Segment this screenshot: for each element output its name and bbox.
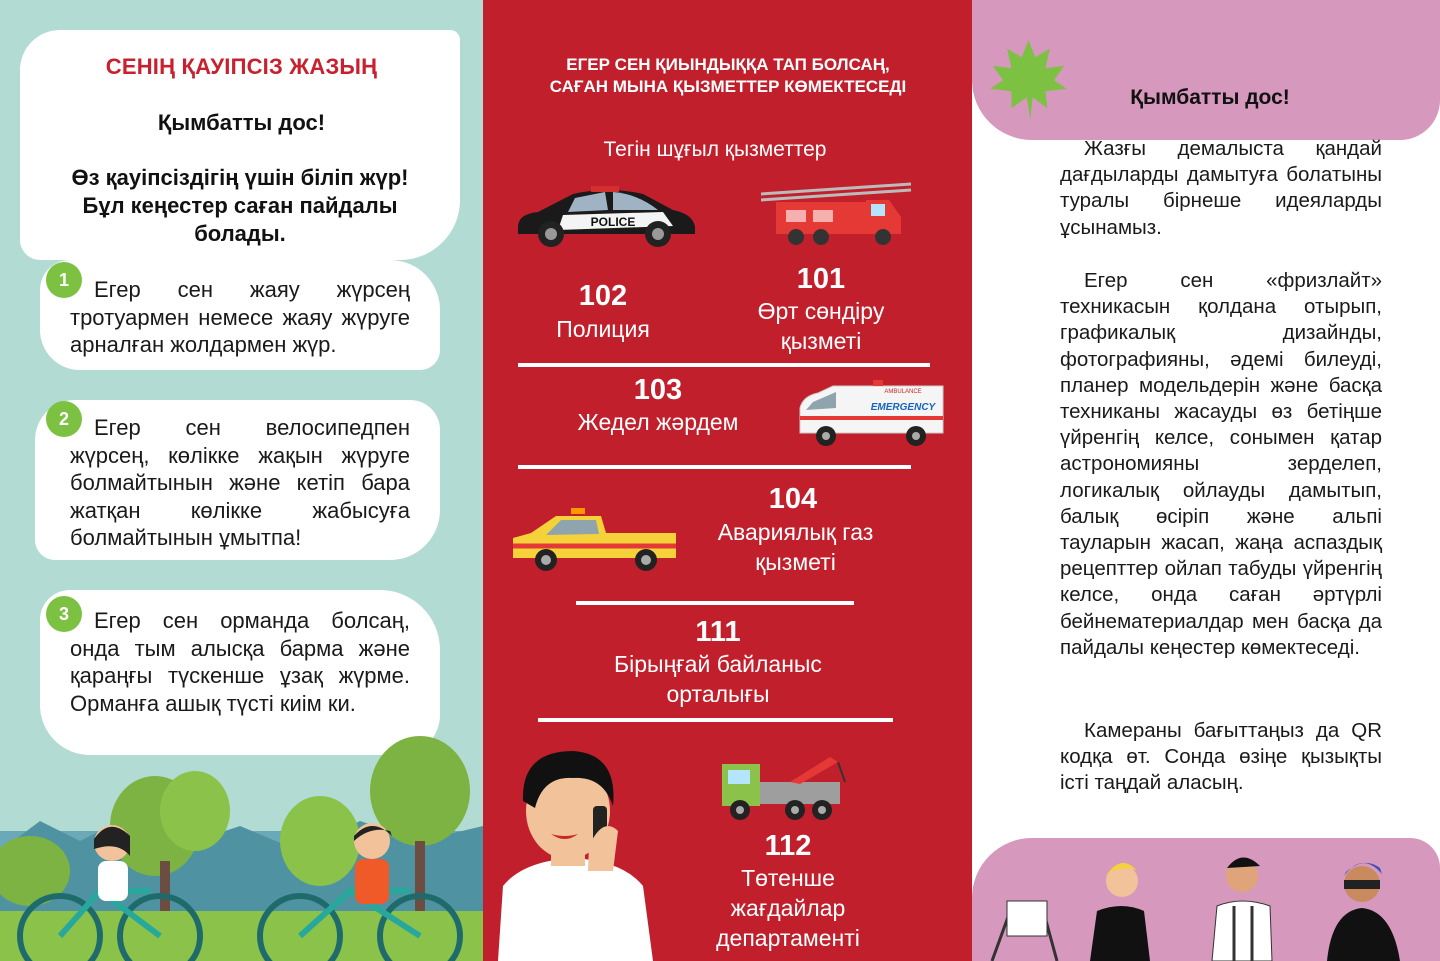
divider bbox=[518, 363, 930, 367]
service-name: Өрт сөндіру қызметі bbox=[757, 298, 885, 354]
police-label: POLICE bbox=[590, 215, 636, 229]
service-number: 111 bbox=[695, 616, 741, 648]
right-paragraph: Камераны бағыттаңыз да QR кодқа өт. Сонда өзіңе қызықты істі таңдай аласың. bbox=[1060, 719, 1382, 795]
service-name: Авариялық газ қызметі bbox=[717, 519, 874, 575]
ambulance-top-label: AMBULANCE bbox=[884, 389, 922, 395]
left-intro: Өз қауіпсіздігің үшін біліп жүр! Бұл кеңестер саған пайдалы болады. bbox=[71, 165, 409, 246]
police-car-icon bbox=[513, 182, 698, 252]
gas-service-truck-icon bbox=[511, 498, 681, 573]
ambulance-icon bbox=[798, 378, 948, 448]
tow-truck-icon bbox=[720, 752, 860, 822]
service-number: 103 bbox=[633, 374, 683, 406]
tip-text: Егер сен велосипедпен жүрсең, көлікке жақын жүруге болмайтынын және кетіп бара жатқан көлікке жабысуға болмайтынын ұмытпа! bbox=[70, 415, 410, 550]
tip-text: Егер сен орманда болсаң, онда тым алысқа барма және қараңғы түскенше ұзақ жүрме. Орманға ашық түсті киім ки. bbox=[70, 608, 410, 716]
divider bbox=[518, 465, 911, 469]
middle-panel bbox=[483, 0, 972, 961]
service-name: Бірыңғай байланыс орталығы bbox=[614, 651, 822, 707]
right-paragraph: Егер сен «фризлайт» техникасын қолдана отырып, графикалық дизайнды, фотографияны, әдемі билеуді, планер модельдерін және басқа техниканы жасауды өз бетіңше үйренгің келсе, сонымен қатар астрономияны зерделеп, логикалық ойлауды дамытып, балық өсіріп және альпі тауларын жасап, жаңа аспаздық рецепттер ойлап табуды үйренгің келсе, онда саған әртүрлі бейнематериалдар мен басқа да пайдалы кеңестер көмектеседі. bbox=[1060, 269, 1382, 659]
service-number: 102 bbox=[578, 280, 628, 312]
service-name: Жедел жәрдем bbox=[577, 409, 739, 435]
middle-subtitle: Тегін шұғыл қызметтер bbox=[603, 138, 827, 161]
tip-text: Егер сен жаяу жүрсең тротуармен немесе жаяу жүруге арналған жолдармен жүр. bbox=[70, 277, 410, 357]
service-number: 104 bbox=[768, 483, 818, 515]
left-panel bbox=[0, 0, 483, 961]
left-greeting: Қымбатты дос! bbox=[157, 110, 326, 135]
right-greeting: Қымбатты дос! bbox=[1130, 86, 1290, 109]
left-title: СЕНІҢ ҚАУІПСІЗ ЖАЗЫҢ bbox=[105, 54, 378, 79]
right-panel bbox=[972, 0, 1440, 961]
divider bbox=[538, 718, 893, 722]
tip-number-badge: 1 bbox=[46, 262, 82, 298]
boy-on-phone-illustration bbox=[493, 746, 663, 961]
tip-number-badge: 3 bbox=[46, 596, 82, 632]
right-paragraph: Жазғы демалыста қандай дағдыларды дамытуға болатыны туралы бірнеше идеяларды ұсынамыз. bbox=[1060, 137, 1382, 239]
service-name: Полиция bbox=[556, 316, 650, 342]
park-illustration bbox=[0, 731, 483, 961]
leaf-icon bbox=[986, 36, 1071, 121]
divider bbox=[576, 601, 854, 605]
fire-truck-icon bbox=[761, 182, 916, 247]
hobbies-people-illustration bbox=[972, 846, 1440, 961]
middle-title: ЕГЕР СЕН ҚИЫНДЫҚҚА ТАП БОЛСАҢ, САҒАН МЫНА ҚЫЗМЕТТЕР КӨМЕКТЕСЕДІ bbox=[549, 55, 907, 96]
service-name: Төтенше жағдайлар департаменті bbox=[716, 865, 860, 951]
tip-number-badge: 2 bbox=[46, 401, 82, 437]
service-number: 101 bbox=[796, 263, 846, 295]
ambulance-label: EMERGENCY bbox=[870, 402, 936, 413]
service-number: 112 bbox=[764, 830, 812, 862]
